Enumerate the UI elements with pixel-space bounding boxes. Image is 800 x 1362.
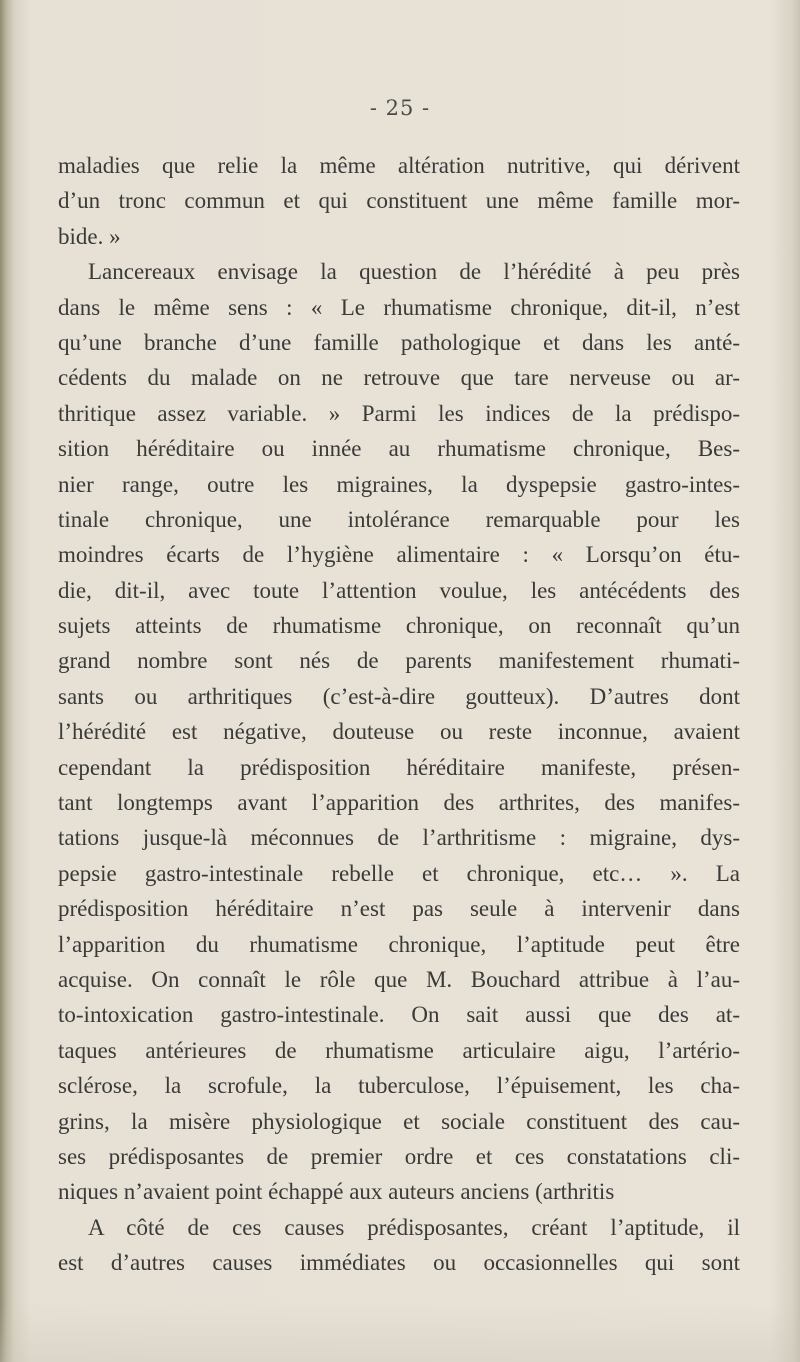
text-line: thritique assez variable. » Parmi les indices de la prédispo- xyxy=(58,400,740,426)
text-line: qu’une branche d’une famille pathologique et dans les anté- xyxy=(58,329,740,355)
page-number: - 25 - xyxy=(369,96,431,120)
text-line: cependant la prédisposition héréditaire manifeste, présen- xyxy=(58,754,740,780)
text-line: l’hérédité est négative, douteuse ou reste inconnue, avaient xyxy=(58,719,740,745)
text-line: grand nombre sont nés de parents manifestement rhumati- xyxy=(58,648,740,674)
text-line: die, dit-il, avec toute l’attention voulue, les antécédents des xyxy=(58,577,740,603)
text-line: maladies que relie la même altération nutritive, qui dérivent xyxy=(58,153,740,178)
text-line: sclérose, la scrofule, la tuberculose, l’épuisement, les cha- xyxy=(58,1073,740,1099)
text-line: sition héréditaire ou innée au rhumatisme chronique, Bes- xyxy=(58,436,740,462)
text-line: cédents du malade on ne retrouve que tare nerveuse ou ar- xyxy=(58,365,740,391)
text-line: est d’autres causes immédiates ou occasionnelles qui sont xyxy=(58,1250,740,1276)
text-line: ses prédisposantes de premier ordre et ces constatations cli- xyxy=(58,1143,740,1169)
text-line: nier range, outre les migraines, la dyspepsie gastro-intes- xyxy=(58,471,740,497)
text-line: moindres écarts de l’hygiène alimentaire : « Lorsqu’on étu- xyxy=(58,542,740,568)
text-line: tinale chronique, une intolérance remarquable pour les xyxy=(58,506,740,532)
text-line: sants ou arthritiques (c’est-à-dire goutteux). D’autres dont xyxy=(58,683,740,709)
text-line: acquise. On connaît le rôle que M. Bouchard attribue à l’au- xyxy=(58,966,740,992)
text-line: pepsie gastro-intestinale rebelle et chronique, etc… ». La xyxy=(58,860,740,886)
text-line: grins, la misère physiologique et sociale constituent des cau- xyxy=(58,1108,740,1134)
text-line: Lancereaux envisage la question de l’hérédité à peu près xyxy=(88,259,740,285)
text-line: tations jusque-là méconnues de l’arthritisme : migraine, dys- xyxy=(58,825,740,851)
text-line: d’un tronc commun et qui constituent une même famille mor- xyxy=(58,188,740,214)
text-line: taques antérieures de rhumatisme articulaire aigu, l’artério- xyxy=(58,1037,740,1063)
body-text xyxy=(58,148,740,1281)
text-line: sujets atteints de rhumatisme chronique, on reconnaît qu’un xyxy=(58,613,740,639)
text-line: A côté de ces causes prédisposantes, créant l’aptitude, il xyxy=(88,1214,740,1240)
text-line: prédisposition héréditaire n’est pas seule à intervenir dans xyxy=(58,896,740,922)
text-line: l’apparition du rhumatisme chronique, l’aptitude peut être xyxy=(58,931,740,957)
text-line: niques n’avaient point échappé aux auteurs anciens (arthritis xyxy=(58,1179,615,1205)
text-line: dans le même sens : « Le rhumatisme chronique, dit-il, n’est xyxy=(58,294,740,320)
text-line: bide. » xyxy=(58,223,121,249)
text-line: tant longtemps avant l’apparition des arthrites, des manifes- xyxy=(58,790,740,816)
text-line: to-intoxication gastro-intestinale. On sait aussi que des at- xyxy=(58,1002,740,1028)
